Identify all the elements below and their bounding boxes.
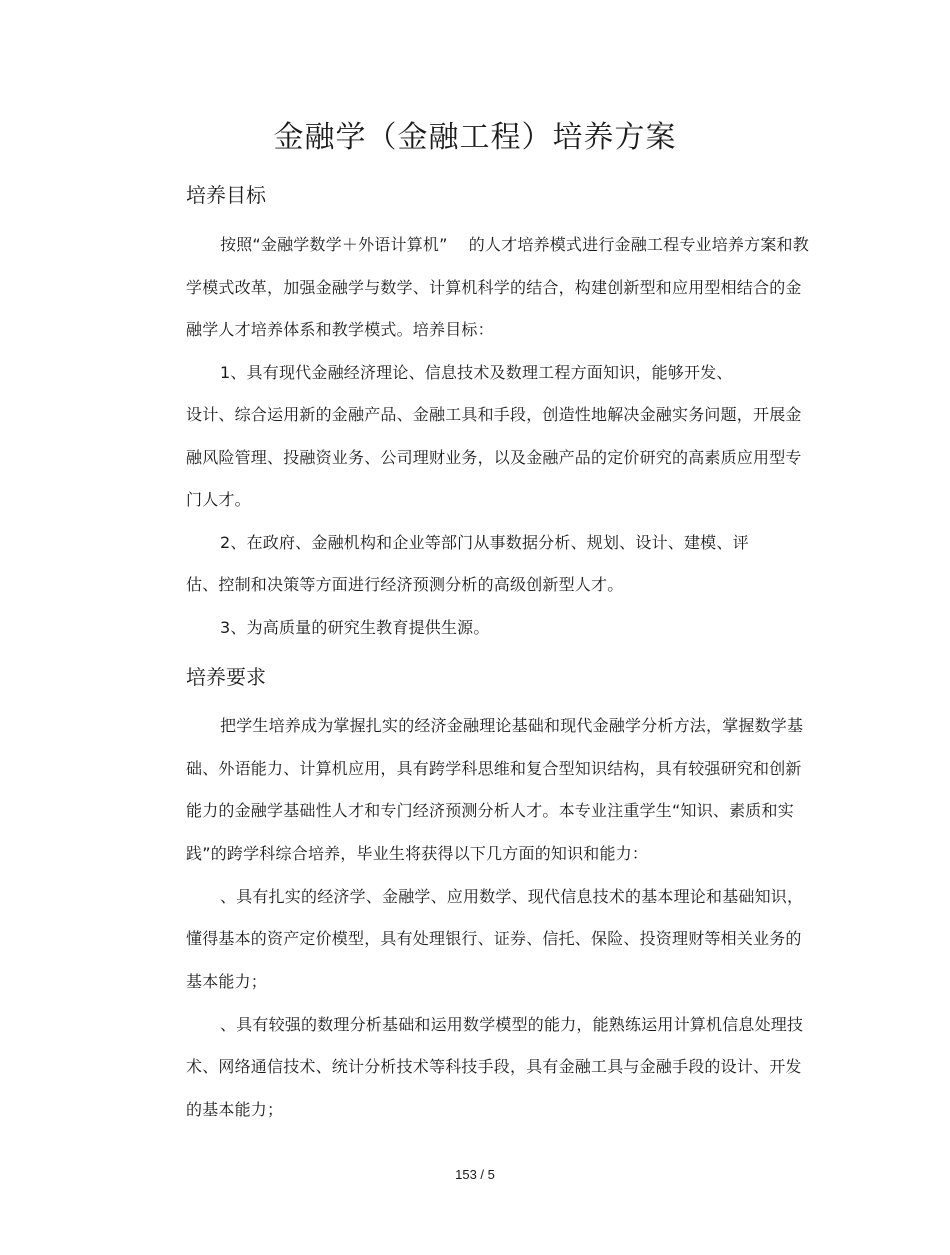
paragraph-line: 学模式改革，加强金融学与数学、计算机科学的结合，构建创新型和应用型相结合的金 — [186, 278, 802, 297]
paragraph-line: 3、为高质量的研究生教育提供生源。 — [220, 618, 490, 637]
paragraph-line: 1、具有现代金融经济理论、信息技术及数理工程方面知识，能够开发、 — [220, 363, 733, 382]
paragraph-line: 设计、综合运用新的金融产品、金融工具和手段，创造性地解决金融实务问题，开展金 — [186, 405, 802, 424]
section-heading-objectives: 培养目标 — [186, 183, 266, 207]
paragraph-line: 按照“金融学数学＋外语计算机” 的人才培养模式进行金融工程专业培养方案和教 — [220, 235, 809, 254]
document-title: 金融学（金融工程）培养方案 — [273, 120, 677, 155]
paragraph-line: 能力的金融学基础性人才和专门经济预测分析人才。本专业注重学生“知识、素质和实 — [186, 801, 794, 820]
paragraph-line: 融风险管理、投融资业务、公司理财业务，以及金融产品的定价研究的高素质应用型专 — [186, 448, 802, 467]
section-heading-requirements: 培养要求 — [186, 665, 266, 689]
paragraph-line: 践”的跨学科综合培养，毕业生将获得以下几方面的知识和能力： — [186, 844, 649, 863]
page-number: 153 / 5 — [455, 1167, 495, 1182]
paragraph-line: 把学生培养成为掌握扎实的经济金融理论基础和现代金融学分析方法，掌握数学基 — [220, 716, 804, 735]
paragraph-line: 门人才。 — [186, 490, 251, 509]
paragraph-line: 懂得基本的资产定价模型，具有处理银行、证券、信托、保险、投资理财等相关业务的 — [186, 929, 802, 948]
paragraph-line: 础、外语能力、计算机应用，具有跨学科思维和复合型知识结构，具有较强研究和创新 — [186, 759, 802, 778]
paragraph-line: 2、在政府、金融机构和企业等部门从事数据分析、规划、设计、建模、评 — [220, 533, 749, 552]
paragraph-line: 、具有较强的数理分析基础和运用数学模型的能力，能熟练运用计算机信息处理技 — [220, 1015, 804, 1034]
paragraph-line: 估、控制和决策等方面进行经济预测分析的高级创新型人才。 — [186, 575, 624, 594]
paragraph-line: 、具有扎实的经济学、金融学、应用数学、现代信息技术的基本理论和基础知识， — [220, 887, 804, 906]
paragraph-line: 基本能力； — [186, 972, 268, 991]
paragraph-line: 术、网络通信技术、统计分析技术等科技手段，具有金融工具与金融手段的设计、开发 — [186, 1057, 802, 1076]
paragraph-line: 融学人才培养体系和教学模式。培养目标： — [186, 320, 494, 339]
paragraph-line: 的基本能力； — [186, 1100, 284, 1119]
